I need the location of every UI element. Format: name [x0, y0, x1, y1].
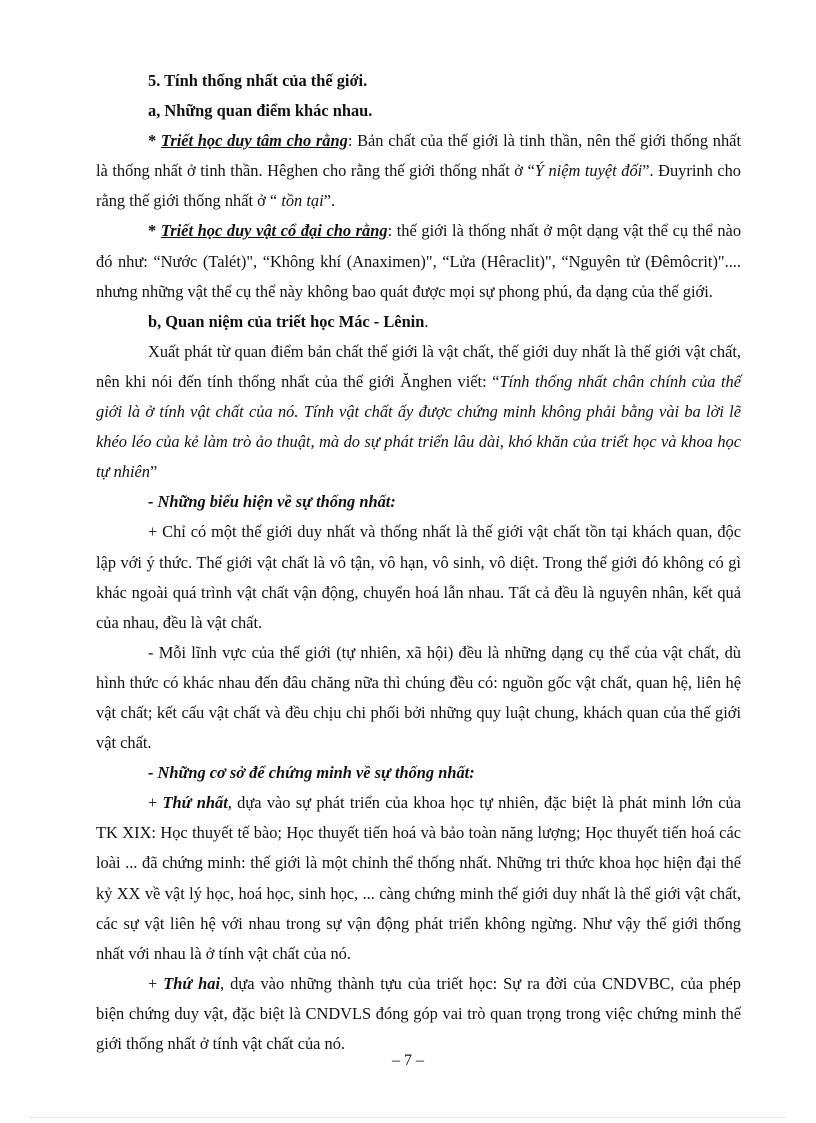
page-number: – 7 –	[392, 1052, 424, 1069]
second-text: , dựa vào những thành tựu của triết học: Sự ra đời của CNDVBC, của phép biện chứng duy vật, đặc biệt là CNDVLS đóng góp vai trò quan trọng trong việc chứng minh thế giới thống nhất ở tính vật chất của nó.	[96, 973, 741, 1053]
paragraph-manifestation-1: + Chỉ có một thế giới duy nhất và thống nhất là thế giới vật chất tồn tại khách quan, độc lập với ý thức. Thế giới vật chất là vô tận, vô hạn, vô sinh, vô diệt. Trong thế giới đó không có gì khác ngoài quá trình vật chất vận động, chuyển hoá lẫn nhau. Tất cả đều là nguyên nhân, kết quả của nhau, đều là vật chất.	[96, 522, 741, 632]
idealism-quote-1: Ý niệm tuyệt đối	[534, 161, 643, 181]
page-bottom-divider	[30, 1117, 786, 1118]
paragraph-first-foundation	[96, 788, 741, 969]
second-label: Thứ hai	[163, 973, 221, 993]
paragraph-ancient-materialism	[96, 216, 741, 306]
first-lead: +	[148, 793, 163, 813]
engels-quote: Tính thống nhất chân chính của thế giới là ở tính vật chất của nó. Tính vật chất ấy được chứng minh không phải bằng vài ba lời lẽ khéo léo của kẻ làm trò ảo thuật, mà do sự phát triển lâu dài, khó khăn của triết học và khoa học tự nhiên	[96, 371, 741, 482]
idealism-label: Triết học duy tâm cho rằng	[160, 131, 348, 151]
idealism-quote-2: tồn tại	[281, 191, 324, 211]
idealism-text-2: ”. Đuyrinh cho rằng thế giới thống nhất ở “	[96, 161, 741, 211]
subheading-b	[96, 307, 741, 337]
paragraph-manifestation-2: - Mỗi lĩnh vực của thế giới (tự nhiên, xã hội) đều là những dạng cụ thể của vật chất, dù hình thức có khác nhau đến đâu chăng nữa thì chúng đều có: nguồn gốc vật chất, quan hệ, liên hệ vật chất; kết cấu vật chất và đều chịu chi phối bởi những quy luật chung, khách quan của thế giới vật chất.	[96, 642, 741, 753]
document-page	[96, 66, 741, 1059]
first-text: , dựa vào sự phát triển của khoa học tự nhiên, đặc biệt là phát minh lớn của TK XIX: Học thuyết tế bào; Học thuyết tiến hoá và bảo toàn năng lượng; Học thuyết tiến hoá các loài ... đã chứng minh: thế giới là một chỉnh thể thống nhất. Những tri thức khoa học hiện đại thế kỷ XX về vật lý học, hoá học, sinh học, ... càng chứng minh thế giới duy nhất là thế giới vật chất, các sự vật liên hệ với nhau trong sự vận động phát triển không ngừng. Như vậy thế giới thống nhất với nhau là ở tính vật chất của nó.	[96, 793, 741, 963]
subheading-manifestations: - Những biểu hiện về sự thống nhất:	[148, 492, 396, 512]
section-heading: 5. Tính thống nhất của thế giới.	[148, 71, 368, 90]
subheading-b-text: b, Quan niệm của triết học Mác - Lênin	[148, 311, 425, 331]
paragraph-second-foundation	[96, 969, 741, 1059]
subheading-foundations: - Những cơ sở để chứng minh về sự thống nhất:	[148, 763, 475, 783]
paragraph-engels	[96, 337, 741, 487]
bullet-marker: *	[148, 131, 161, 151]
subheading-b-period: .	[424, 311, 429, 331]
idealism-text-1: : Bản chất của thế giới là tinh thần, nên thế giới thống nhất là thống nhất ở tinh thần. Hêghen cho rằng thế giới thống nhất ở “	[96, 131, 742, 181]
engels-text-2: ”	[150, 462, 158, 482]
bullet-marker: *	[148, 221, 161, 241]
ancient-materialism-text: : thế giới là thống nhất ở một dạng vật thể cụ thể nào đó như: “Nước (Talét)", “Không khí (Anaximen)", “Lửa (Hêraclit)", “Nguyên tử (Đêmôcrit)".... nhưng những vật thể cụ thể này không bao quát được mọi sự phong phú, đa dạng của thế giới.	[96, 221, 742, 301]
subheading-a: a, Những quan điểm khác nhau.	[148, 101, 373, 121]
first-label: Thứ nhất	[162, 793, 228, 813]
engels-text-1: Xuất phát từ quan điểm bản chất thế giới là vật chất, thế giới duy nhất là thế giới vật chất, nên khi nói đến tính thống nhất của thế giới Ănghen viết: “	[96, 341, 741, 391]
idealism-text-3: ”.	[323, 191, 336, 211]
ancient-materialism-label: Triết học duy vật cổ đại cho rằng	[160, 221, 388, 241]
paragraph-idealism	[96, 126, 741, 216]
second-lead: +	[148, 973, 164, 993]
